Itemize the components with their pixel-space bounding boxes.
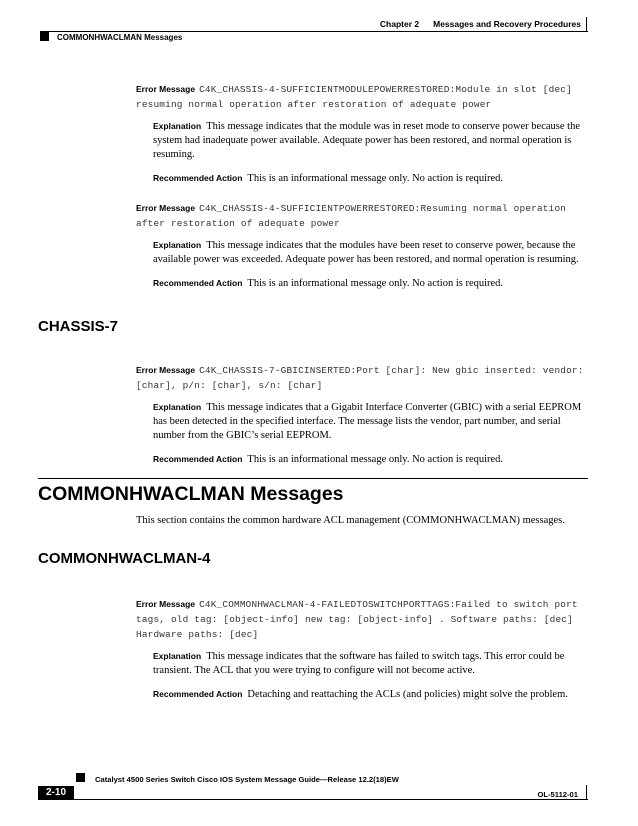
explanation-2 [153, 238, 588, 267]
error-message-4 [136, 597, 588, 642]
header-chapter-number: Chapter 2 [379, 19, 420, 29]
footer-square-marker [76, 773, 85, 782]
recommended-action-text: Detaching and reattaching the ACLs (and policies) might solve the problem. [247, 689, 568, 700]
error-message-code: C4K_CHASSIS-7-GBICINSERTED:Port [char]: New gbic inserted: vendor: [char], p/n: [char], s/n: [char] [136, 365, 584, 391]
header-chapter [380, 19, 581, 29]
message-block-3 [136, 363, 588, 467]
footer-rule [74, 799, 588, 800]
header-section-title: COMMONHWACLMAN Messages [57, 33, 183, 42]
explanation-text: This message indicates that the software has failed to switch tags. This error could be transient. The ACL that you were trying to configure will not become active. [153, 651, 565, 676]
footer-doc-number: OL-5112-01 [537, 790, 578, 799]
recommended-action-text: This is an informational message only. No action is required. [247, 454, 504, 465]
recommended-action-label: Recommended Action [153, 454, 243, 464]
header-rule [40, 31, 588, 32]
explanation-text: This message indicates that the module was in reset mode to conserve power because the system had inadequate power available. Adequate power has been restored, and normal operation is resuming. [153, 121, 580, 160]
header-vertical-bar [586, 17, 588, 31]
recommended-action-2 [153, 276, 588, 291]
error-message-label: Error Message [136, 365, 196, 375]
explanation-text: This message indicates that a Gigabit Interface Converter (GBIC) with a serial EEPROM has been detected in the specified interface. The message lists the vendor, part number, and serial number from the GBIC’s serial EEPROM. [153, 402, 582, 441]
header-square-marker [40, 32, 49, 41]
explanation-label: Explanation [153, 402, 202, 412]
recommended-action-label: Recommended Action [153, 278, 243, 288]
message-block-1 [136, 82, 588, 186]
error-message-code: C4K_CHASSIS-4-SUFFICIENTMODULEPOWERRESTORED:Module in slot [dec] resuming normal operation after restoration of adequate power [136, 84, 572, 110]
header-chapter-title: Messages and Recovery Procedures [433, 19, 581, 29]
heading-commonhwaclman-4: COMMONHWACLMAN-4 [38, 550, 211, 567]
recommended-action-label: Recommended Action [153, 173, 243, 183]
message-block-2 [136, 201, 588, 291]
footer-guide-title: Catalyst 4500 Series Switch Cisco IOS System Message Guide—Release 12.2(18)EW [95, 775, 399, 784]
heading-chassis-7: CHASSIS-7 [38, 318, 119, 335]
error-message-label: Error Message [136, 203, 196, 213]
recommended-action-3 [153, 452, 588, 467]
section-intro: This section contains the common hardware ACL management (COMMONHWACLMAN) messages. [136, 515, 565, 526]
explanation-3 [153, 400, 588, 443]
error-message-3 [136, 363, 588, 393]
error-message-label: Error Message [136, 84, 196, 94]
explanation-1 [153, 119, 588, 162]
footer-page-number: 2-10 [38, 786, 74, 800]
error-message-1 [136, 82, 588, 112]
error-message-2 [136, 201, 588, 231]
recommended-action-4 [153, 687, 588, 702]
recommended-action-text: This is an informational message only. No action is required. [247, 278, 504, 289]
explanation-label: Explanation [153, 240, 202, 250]
explanation-label: Explanation [153, 651, 202, 661]
recommended-action-label: Recommended Action [153, 689, 243, 699]
recommended-action-1 [153, 171, 588, 186]
explanation-label: Explanation [153, 121, 202, 131]
recommended-action-text: This is an informational message only. No action is required. [247, 173, 504, 184]
message-block-4 [136, 597, 588, 702]
footer-vertical-bar [586, 785, 588, 799]
section-rule [38, 478, 588, 479]
error-message-label: Error Message [136, 599, 196, 609]
error-message-code: C4K_CHASSIS-4-SUFFICIENTPOWERRESTORED:Resuming normal operation after restoration of adequate power [136, 203, 567, 229]
error-message-code: C4K_COMMONHWACLMAN-4-FAILEDTOSWITCHPORTTAGS:Failed to switch port tags, old tag: [object-info] new tag: [object-info] . Software paths: [dec] Hardware paths: [dec] [136, 599, 578, 640]
explanation-4 [153, 649, 588, 678]
heading-commonhwaclman-messages: COMMONHWACLMAN Messages [38, 483, 344, 505]
explanation-text: This message indicates that the modules have been reset to conserve power, because the available power was exceeded. Adequate power has been restored, and normal operation is resuming. [153, 240, 579, 265]
